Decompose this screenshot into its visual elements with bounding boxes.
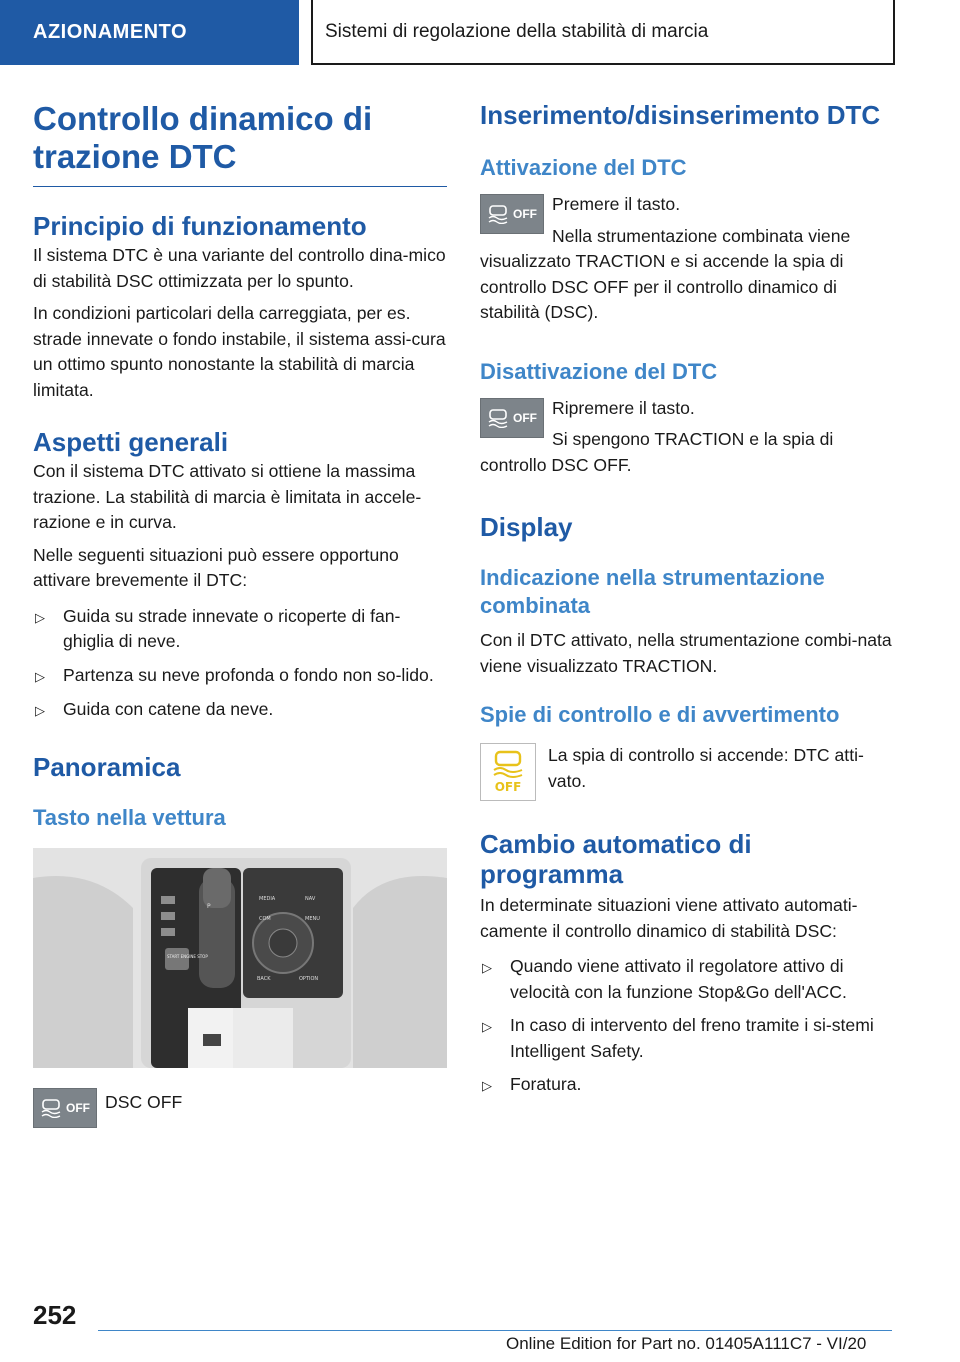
list-item <box>33 604 447 655</box>
section-title: AZIONAMENTO <box>33 21 188 43</box>
skidding-car-icon <box>487 408 509 428</box>
triangle-bullet-icon: ▷ <box>35 668 45 684</box>
section-tab <box>0 0 299 65</box>
lights-heading: Spie di controllo e di avvertimento <box>480 702 840 727</box>
list-item-text: Quando viene attivato il regolatore attivo di velocità con la funzione Stop&Go dell'ACC. <box>510 956 847 1002</box>
activation-heading: Attivazione del DTC <box>480 155 687 180</box>
activation-step: Premere il tasto. <box>552 194 681 214</box>
activation-block <box>480 192 892 326</box>
left-column <box>33 100 447 1128</box>
chapter-title: Sistemi di regolazione della stabilità di marcia <box>325 20 709 42</box>
triangle-bullet-icon: ▷ <box>35 703 45 718</box>
edition-label: Online Edition for Part no. 01405A111C7 - VI/20 <box>506 1334 867 1353</box>
list-item-text: Guida con catene da neve. <box>63 699 274 719</box>
photo-label: OPTION <box>299 975 319 982</box>
deactivation-step: Ripremere il tasto. <box>552 397 695 418</box>
list-item-text: In caso di intervento del freno tramite i si-stemi Intelligent Safety. <box>510 1015 874 1061</box>
general-heading: Aspetti generali <box>33 427 229 457</box>
lights-block <box>480 743 892 801</box>
photo-label: BACK <box>257 975 271 982</box>
list-item <box>480 1013 892 1064</box>
triangle-bullet-icon: ▷ <box>35 609 45 625</box>
triangle-bullet-icon: ▷ <box>482 1019 492 1034</box>
off-text: OFF <box>66 1100 90 1115</box>
dtc-button-icon <box>480 194 544 234</box>
indicator-heading: Indicazione nella strumentazione combinata <box>480 565 825 618</box>
skidding-car-icon <box>487 204 509 224</box>
display-heading: Display <box>480 512 573 542</box>
photo-label: P <box>207 902 211 910</box>
auto-paragraph: In determinate situazioni viene attivato automati-camente il controllo dinamico di stabilità DSC: <box>480 895 858 941</box>
situation-list <box>33 604 447 724</box>
dsc-off-warning-icon <box>480 743 536 801</box>
principle-heading: Principio di funzionamento <box>33 211 367 241</box>
triangle-bullet-icon: ▷ <box>482 1078 492 1093</box>
console-photo <box>33 848 447 1068</box>
general-paragraph-1: Con il sistema DTC attivato si ottiene la massima trazione. La stabilità di marcia è limitata in accele-razione e in curva. <box>33 461 422 532</box>
list-item <box>33 697 447 724</box>
deactivation-heading: Disattivazione del DTC <box>480 358 718 384</box>
list-item-text: Partenza su neve profonda o fondo non so-lido. <box>63 664 434 685</box>
footer-rule <box>98 1330 892 1331</box>
off-text: OFF <box>513 410 537 425</box>
dsc-off-button-icon <box>33 1088 97 1128</box>
dtc-button-icon <box>480 398 544 438</box>
title-rule <box>33 186 447 187</box>
dsc-off-label: DSC OFF <box>105 1091 183 1112</box>
list-item-text: Guida su strade innevate o ricoperte di fan-ghiglia di neve. <box>63 605 401 651</box>
triangle-bullet-icon: ▷ <box>482 960 492 975</box>
auto-heading: Cambio automatico di programma <box>480 829 752 889</box>
yellow-skidding-car-icon <box>491 750 525 794</box>
deactivation-result: Si spengono TRACTION e la spia di controllo DSC OFF. <box>480 429 834 475</box>
page-number: 252 <box>33 1300 77 1330</box>
list-item <box>480 954 892 1005</box>
off-text: OFF <box>513 207 537 221</box>
off-text: OFF <box>494 780 522 794</box>
indicator-paragraph: Con il DTC attivato, nella strumentazione combi-nata viene visualizzato TRACTION. <box>480 630 892 676</box>
photo-label: START ENGINE STOP <box>167 953 208 959</box>
general-paragraph-2: Nelle seguenti situazioni può essere opportuno attivare brevemente il DTC: <box>33 544 399 590</box>
onoff-heading: Inserimento/disinserimento DTC <box>480 100 881 130</box>
dsc-off-row <box>33 1088 447 1128</box>
photo-label: COM <box>259 915 271 922</box>
activation-result: Nella strumentazione combinata viene visualizzato TRACTION e si accende la spia di controllo DSC OFF per il controllo dinamico di stabilità (DSC). <box>480 225 851 322</box>
deactivation-block <box>480 396 892 479</box>
chapter-header <box>311 0 895 65</box>
photo-label: MEDIA <box>259 895 276 902</box>
auto-list <box>480 954 892 1099</box>
principle-paragraph-1: Il sistema DTC è una variante del controllo dina-mico di stabilità DSC ottimizzata per lo spunto. <box>33 245 446 291</box>
photo-label: MENU <box>305 915 320 922</box>
overview-heading: Panoramica <box>33 751 181 782</box>
lights-paragraph: La spia di controllo si accende: DTC atti-vato. <box>548 745 864 791</box>
button-heading: Tasto nella vettura <box>33 804 226 830</box>
skidding-car-icon <box>40 1098 62 1118</box>
list-item-text: Foratura. <box>510 1074 582 1094</box>
list-item <box>33 663 447 690</box>
photo-label: NAV <box>305 895 316 902</box>
list-item <box>480 1072 892 1099</box>
page-title: Controllo dinamico di trazione DTC <box>33 100 373 175</box>
right-column <box>480 100 892 1099</box>
center-console-illustration <box>33 848 447 1068</box>
principle-paragraph-2: In condizioni particolari della carreggiata, per es. strade innevate o fondo instabile, il sistema assi-cura un ottimo spunto nonostante la stabilità di marcia limitata. <box>33 303 446 400</box>
